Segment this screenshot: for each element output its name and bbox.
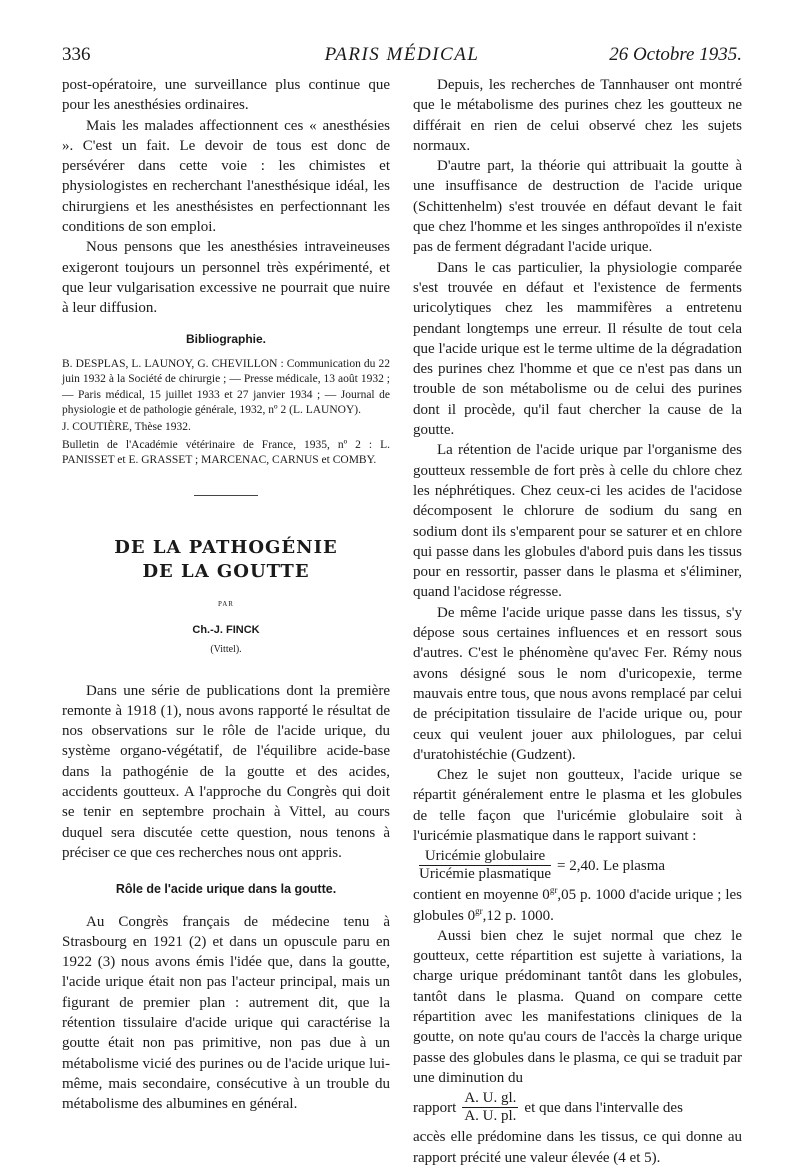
paragraph: De même l'acide urique passe dans les tissus, s'y dépose sous certaines influences et en ressort sous d'autres. C'est le phénomène qu'avec Fer. Rémy nous avons désigné sous le nom d'uricopexie, terme mauvais entre tous, que nous avons remplacé par celui de précipitation tissulaire de l'acide urique ou, pour ceux qui veulent jouer aux philologues, par celui d'uratohistéchie (Gudzent). [413,604,742,763]
paragraph: La rétention de l'acide urique par l'organisme des goutteux ressemble de fort près à celle du chlore chez les néphrétiques. Chez ceux-ci les acides de l'acidose décomposent le chlorure de sodium du sang en sodium dont ils s'emparent pour se saturer et en chlore qui passe dans les globules d'abord puis dans les tissus pour en ressortir, passer dans le plasma et s'éliminer, quand l'acidose régresse. [413,442,742,601]
bibliography-heading: Bibliographie. [185,331,266,346]
paragraph: D'autre part, la théorie qui attribuait la goutte à une insuffisance de destruction de l'acide urique (Schittenhelm) s'est trouvée en défaut devant le fait que chez l'homme et les singes anthropoïdes il n'existe pas de ferment dégradant l'acide urique. [413,158,742,256]
fraction [419,848,551,883]
formula-suffix: et que dans l'intervalle des [524,1099,683,1116]
fraction-denominator: A. U. pl. [464,1108,517,1125]
paragraph [413,885,742,926]
author-affiliation: (Vittel). [210,644,242,656]
fraction [462,1090,518,1125]
fraction-numerator: Uricémie globulaire [419,848,551,866]
paragraph: Dans une série de publications dont la première remonte à 1918 (1), nous avons rapporté le résultat de nos observations sur le rôle de l'acide urique, du système organo-végétatif, de l'équilibre acide-base dans la pathogénie de la goutte et des acides, accidents goutteux. A l'approche du Congrès qui doit se tenir en septembre prochain à Vittel, au cours duquel sera discutée cette question, nous tenons à préciser ce que ces recherches nous ont appris. [62,682,390,861]
formula-prefix: rapport [413,1099,457,1116]
superscript: gr [475,905,483,916]
bibliography-entry: Bulletin de l'Académie vétérinaire de France, 1935, nº 2 : L. PANISSET et E. GRASSET ; MARCENAC, CARNUS et COMBY. [62,438,390,467]
superscript: gr [549,885,558,896]
fraction-denominator: Uricémie plasmatique [419,866,552,883]
acid-uric-ratio-formula [413,1090,742,1125]
paragraph: Nous pensons que les anesthésies intraveineuses exigeront toujours un personnel très expérimenté, et que leur vulgarisation excessive ne pourrait que nuire à leur diffusion. [62,239,390,317]
bibliography-entry: B. DESPLAS, L. LAUNOY, G. CHEVILLON : Communication du 22 juin 1932 à la Société de chirurgie ; — Presse médicale, 13 août 1932 ; — Paris médical, 15 juillet 1933 et 27 janvier 1934 ; — Journal de physiologie et de pathologie générale, 1932, nº 2 (L. LAUNOY). [62,357,390,417]
paragraph: Aussi bien chez le sujet normal que chez le goutteux, cette répartition est sujette à variations, la charge urique prédominant tantôt dans les globules, tantôt dans le plasma. Quand on compare cette répartition avec les manifestations cliniques de la goutte, on note qu'au cours de l'accès la charge urique passe des globules dans le plasma, ce qui se traduit par une diminution du [413,927,742,1086]
article-title-line: DE LA PATHOGÉNIE [114,536,338,558]
text-run: ,05 p. 1000 d'acide urique ; les globules 0 [413,887,742,924]
paragraph: Depuis, les recherches de Tannhauser ont montré que le métabolisme des purines chez les goutteux ne différait en rien de celui observé chez les sujets normaux. [413,77,742,154]
left-column [62,75,390,1115]
fraction-numerator: A. U. gl. [464,1090,517,1107]
author-name: Ch.-J. FINCK [192,624,260,636]
formula-value: = 2,40. Le plasma [557,857,666,874]
paragraph: accès elle prédomine dans les tissus, ce qui donne au rapport précité une valeur élevée (4 et 5). [413,1129,742,1166]
paragraph: Chez le sujet non goutteux, l'acide urique se répartit généralement entre le plasma et les globules de telle façon que l'uricémie globulaire soit à l'uricémie plasmatique dans le rapport suivant : [413,767,742,844]
running-title: PARIS MÉDICAL [324,44,480,65]
text-run: ,12 p. 1000. [482,907,554,924]
paragraph: post-opératoire, une surveillance plus continue que pour les anesthésies ordinaires. [62,77,390,114]
bibliography-entry: J. COUTIÈRE, Thèse 1932. [62,421,191,434]
text-run: contient en moyenne 0 [413,887,550,904]
section-divider [194,495,258,496]
issue-date: 26 Octobre 1935. [609,44,742,65]
paragraph: Au Congrès français de médecine tenu à Strasbourg en 1921 (2) et dans un opuscule paru en 1922 (3) nous avons émis l'idée que, dans la goutte, l'acide urique était non pas l'acteur principal, mais un figurant de premier plan : autrement dit, que la rétention tissulaire d'acide urique qui caractérise la goutte était non pas primitive, non pas due à un métabolisme vicié des purines ou de l'acide urique lui-même, mais secondaire, consécutive à un trouble du métabolisme des albumines en général. [62,913,390,1113]
page-header [62,44,742,74]
section-heading: Rôle de l'acide urique dans la goutte. [115,882,337,897]
right-column [413,75,742,1168]
byline-par: PAR [218,599,234,608]
page-number: 336 [62,44,91,65]
uricemia-ratio-formula [413,848,742,883]
paragraph: Mais les malades affectionnent ces « anesthésies ». C'est un fait. Le devoir de tous est donc de persévérer dans cette voie : les chimistes et physiologistes en recherchant l'anesthésique idéal, les chirurgiens et les anesthésistes en perfectionnant les conditions de son emploi. [62,117,390,236]
article-title-line: DE LA GOUTTE [142,560,310,582]
article-title [62,536,390,584]
paragraph: Dans le cas particulier, la physiologie comparée s'est trouvée en défaut et l'existence de ferments uricolytiques chez les mammifères a entretenu pendant longtemps une erreur. Il résulte de tout cela que l'acide urique est le terme ultime de la dégradation des purines chez l'homme et que ce n'est pas dans un trouble de son métabolisme ou de celui des purines dont il procède, qu'il faut chercher la cause de la goutte. [413,259,742,439]
